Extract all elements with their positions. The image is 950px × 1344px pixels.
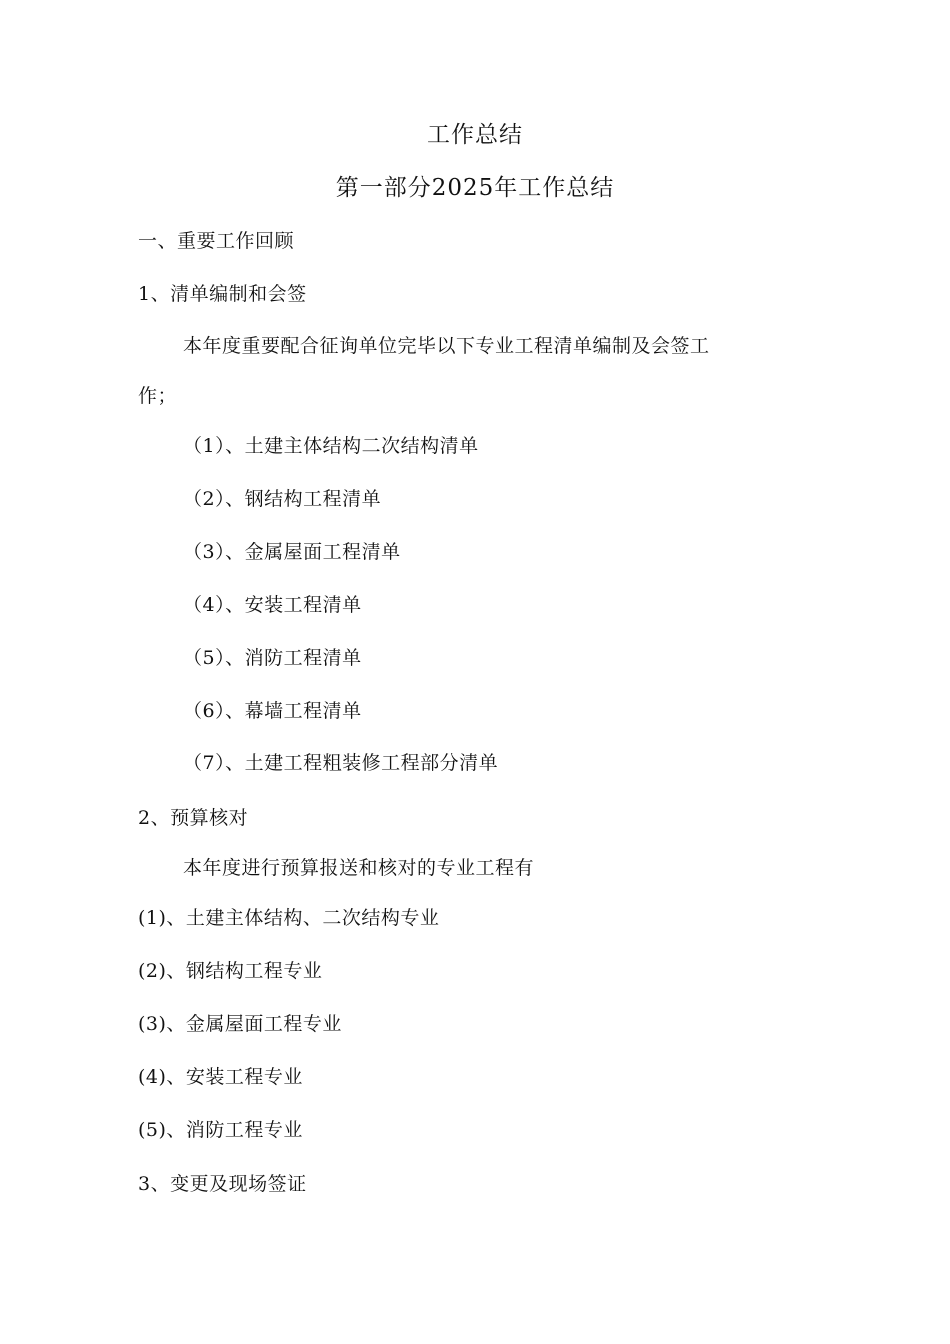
list-item: （7）、土建工程粗装修工程部分清单 xyxy=(183,752,499,774)
list-item: (5)、消防工程专业 xyxy=(138,1119,303,1141)
subsection-heading-3: 3、变更及现场签证 xyxy=(138,1173,307,1195)
list-item: （6）、幕墙工程清单 xyxy=(183,700,362,722)
list-item: （1）、土建主体结构二次结构清单 xyxy=(183,435,479,457)
paragraph-line: 本年度进行预算报送和核对的专业工程有 xyxy=(183,857,535,879)
list-item: （3）、金属屋面工程清单 xyxy=(183,541,401,563)
list-item: (1)、土建主体结构、二次结构专业 xyxy=(138,907,440,929)
list-item: (2)、钢结构工程专业 xyxy=(138,960,323,982)
subsection-heading-2: 2、预算核对 xyxy=(138,807,249,829)
list-item: （2）、钢结构工程清单 xyxy=(183,488,382,510)
subsection-heading-1: 1、清单编制和会签 xyxy=(138,283,307,305)
list-item: (3)、金属屋面工程专业 xyxy=(138,1013,342,1035)
list-item: (4)、安装工程专业 xyxy=(138,1066,303,1088)
document-subtitle: 第一部分2025年工作总结 xyxy=(335,175,615,201)
list-item: （5）、消防工程清单 xyxy=(183,647,362,669)
section-heading: 一、重要工作回顾 xyxy=(138,230,295,252)
list-item: （4）、安装工程清单 xyxy=(183,594,362,616)
paragraph-line: 本年度重要配合征询单位完毕以下专业工程清单编制及会签工 xyxy=(183,335,710,357)
document-title: 工作总结 xyxy=(427,122,523,148)
paragraph-line: 作； xyxy=(138,385,178,407)
